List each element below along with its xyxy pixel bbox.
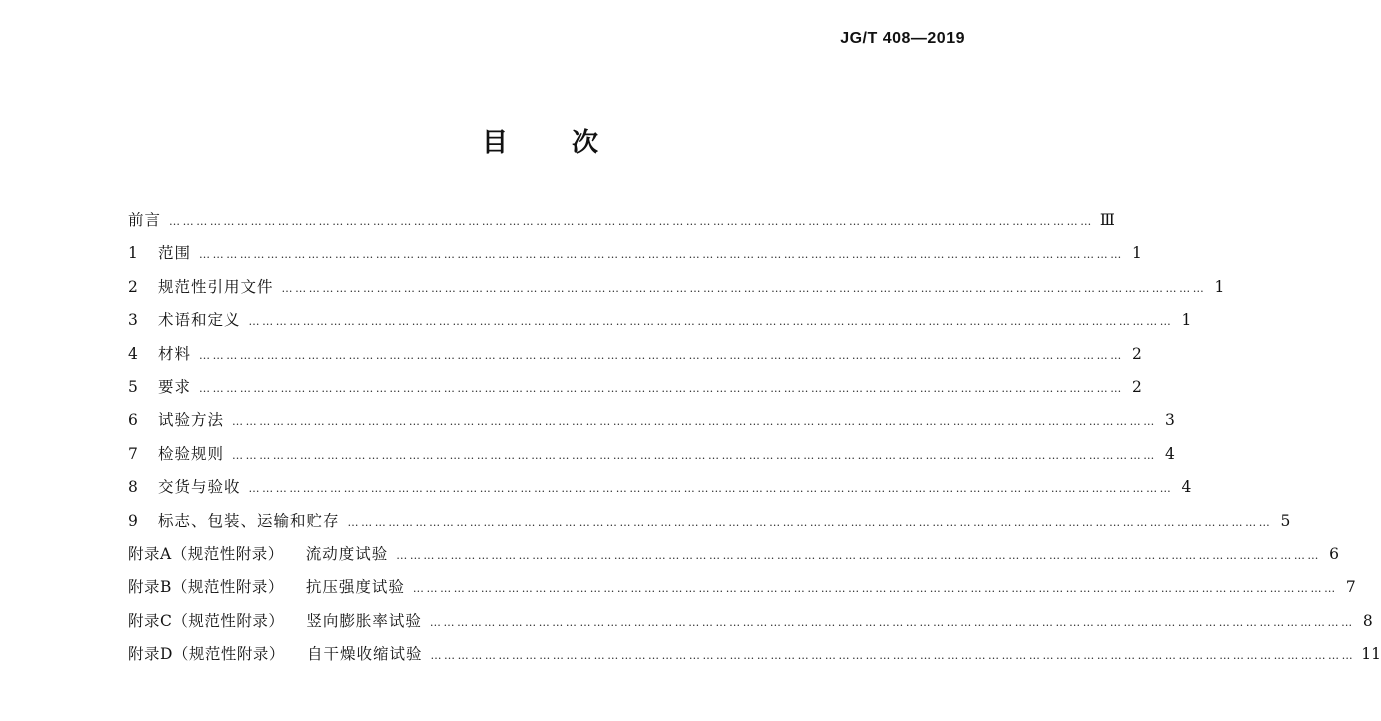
- toc-entry-annex-a[interactable]: [128, 542, 1340, 575]
- toc-leader: ……………………………………………………………………………………………………………………………………………………………………………………: [199, 348, 1124, 362]
- toc-section-number: 6: [128, 411, 138, 430]
- toc-section-number: 5: [128, 377, 138, 396]
- toc-entry-title: 自干燥收缩试验: [306, 645, 423, 664]
- toc-leader: ……………………………………………………………………………………………………………………………………………………………………………………: [281, 281, 1207, 295]
- toc-page-number: 4: [1181, 478, 1192, 497]
- title-char-2: 次: [572, 128, 599, 158]
- toc-page-number: 11: [1361, 645, 1381, 664]
- toc-entry-title: 抗压强度试验: [305, 578, 405, 597]
- toc-entry-title: 规范性引用文件: [158, 277, 274, 296]
- toc-entry-8[interactable]: [128, 475, 1192, 508]
- toc-entry-annex-b[interactable]: [128, 575, 1356, 608]
- toc-section-number: 3: [128, 311, 138, 330]
- toc-annex-label: 附录D（规范性附录）: [128, 645, 285, 664]
- toc-page-number: 2: [1131, 377, 1142, 396]
- toc-leader: ……………………………………………………………………………………………………………………………………………………………………………………: [248, 315, 1174, 329]
- toc-entry-title: 检验规则: [158, 444, 225, 463]
- toc-entry-title: 标志、包装、运输和贮存: [158, 511, 340, 530]
- toc-page-number: Ⅲ: [1099, 211, 1115, 229]
- toc-entry-title: 竖向膨胀率试验: [306, 611, 422, 630]
- toc-entry-title: 材料: [158, 344, 192, 363]
- toc-leader: ……………………………………………………………………………………………………………………………………………………………………………………: [169, 215, 1094, 228]
- toc-annex-label: 附录C（规范性附录）: [128, 611, 285, 630]
- toc-entry-title: 范围: [158, 244, 192, 263]
- toc-entry-annex-c[interactable]: [128, 609, 1373, 642]
- toc-page-number: 3: [1164, 411, 1175, 430]
- toc-section-number: 1: [128, 244, 138, 263]
- toc-leader: ……………………………………………………………………………………………………………………………………………………………………………………: [412, 582, 1338, 596]
- toc-entry-title: 流动度试验: [305, 544, 389, 563]
- toc-section-number: 8: [128, 478, 138, 497]
- toc-leader: ……………………………………………………………………………………………………………………………………………………………………………………: [199, 248, 1124, 262]
- toc-page-number: 1: [1181, 311, 1192, 330]
- toc-entry-title: 交货与验收: [158, 478, 241, 497]
- toc-section-number: 2: [128, 277, 138, 296]
- toc-leader: ……………………………………………………………………………………………………………………………………………………………………………………: [248, 482, 1174, 496]
- toc-entry-annex-d[interactable]: [128, 642, 1381, 675]
- toc-entry-title: 前言: [128, 211, 162, 229]
- toc-leader: ……………………………………………………………………………………………………………………………………………………………………………………: [199, 381, 1124, 395]
- toc-page-number: 7: [1345, 578, 1356, 597]
- toc-section-number: 9: [128, 511, 138, 530]
- toc-page-number: 1: [1131, 244, 1142, 263]
- toc-annex-label: 附录A（规范性附录）: [128, 544, 284, 563]
- toc-entry-3[interactable]: [128, 308, 1192, 341]
- toc-page-number: 2: [1131, 344, 1142, 363]
- toc-page-number: 4: [1164, 444, 1175, 463]
- toc-page-number: 1: [1214, 277, 1225, 296]
- toc-entry-4[interactable]: [128, 342, 1142, 375]
- toc-leader: ……………………………………………………………………………………………………………………………………………………………………………………: [429, 615, 1355, 629]
- toc-page-number: 5: [1280, 511, 1291, 530]
- toc-entry-title: 试验方法: [158, 411, 225, 430]
- toc-section-number: 7: [128, 444, 138, 463]
- toc-section-number: 4: [128, 344, 138, 363]
- toc-entry-title: 术语和定义: [158, 311, 241, 330]
- toc-entry-title: 要求: [158, 377, 192, 396]
- toc-page-number: 8: [1362, 611, 1373, 630]
- toc-leader: ……………………………………………………………………………………………………………………………………………………………………………………: [396, 548, 1322, 562]
- toc-entry-7[interactable]: [128, 442, 1175, 475]
- toc-entry-5[interactable]: [128, 375, 1142, 408]
- toc-entry-2[interactable]: [128, 275, 1225, 308]
- toc-annex-label: 附录B（规范性附录）: [128, 578, 284, 597]
- page-title: [0, 122, 1080, 159]
- table-of-contents: [128, 208, 1381, 675]
- standard-code: JG/T 408—2019: [840, 30, 965, 47]
- title-char-1: 目: [481, 128, 508, 158]
- toc-leader: ……………………………………………………………………………………………………………………………………………………………………………………: [347, 515, 1273, 529]
- toc-leader: ……………………………………………………………………………………………………………………………………………………………………………………: [232, 448, 1157, 462]
- toc-entry-6[interactable]: [128, 408, 1175, 441]
- toc-entry-9[interactable]: [128, 509, 1291, 542]
- toc-entry-foreword[interactable]: [128, 208, 1115, 241]
- toc-page-number: 6: [1329, 544, 1340, 563]
- toc-entry-1[interactable]: [128, 241, 1142, 274]
- toc-leader: ……………………………………………………………………………………………………………………………………………………………………………………: [430, 649, 1356, 663]
- toc-leader: ……………………………………………………………………………………………………………………………………………………………………………………: [232, 415, 1157, 429]
